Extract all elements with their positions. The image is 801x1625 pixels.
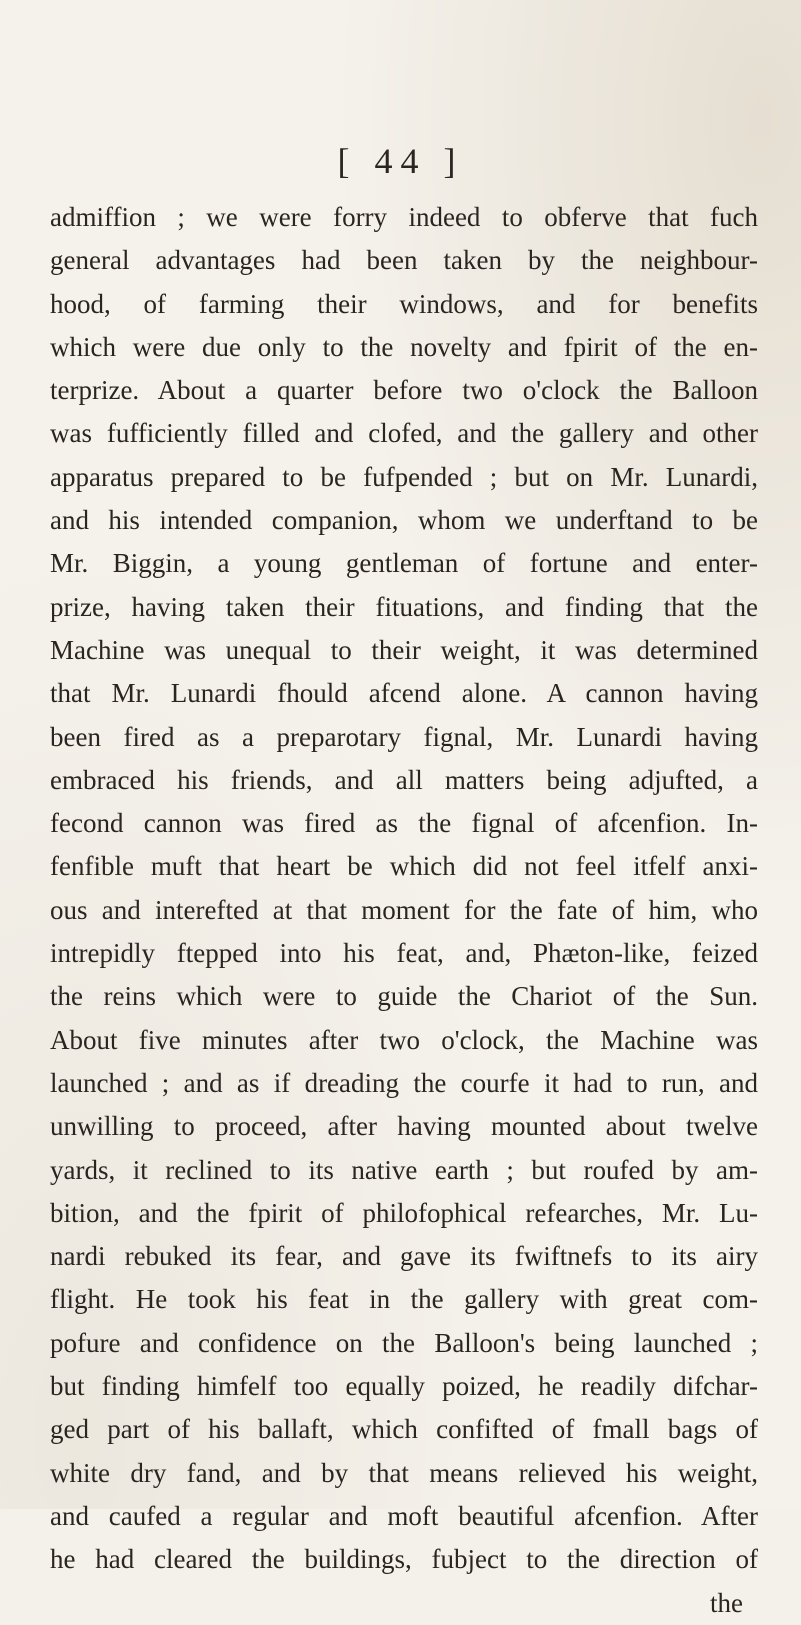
text-line: general advantages had been taken by the neighbour- [50, 245, 758, 276]
body-text [50, 196, 758, 1625]
text-line: the reins which were to guide the Chariot of the Sun. [50, 981, 758, 1012]
text-line: hood, of farming their windows, and for benefits [50, 288, 758, 319]
page-number: [ 44 ] [337, 141, 464, 181]
text-line: intrepidly ftepped into his feat, and, Phæton-like, feized [50, 938, 758, 969]
text-line: Mr. Biggin, a young gentleman of fortune and enter- [50, 548, 758, 579]
text-line: prize, having taken their fituations, and finding that the [50, 591, 758, 622]
text-line: ged part of his ballaft, which confifted of fmall bags of [50, 1414, 758, 1445]
text-line: About five minutes after two o'clock, the Machine was [50, 1024, 758, 1055]
text-line: nardi rebuked its fear, and gave its fwiftnefs to its airy [50, 1241, 758, 1272]
text-line: and his intended companion, whom we underftand to be [50, 505, 758, 536]
catchword: the [710, 1587, 743, 1618]
text-line: white dry fand, and by that means relieved his weight, [50, 1457, 758, 1488]
text-line: was fufficiently filled and clofed, and the gallery and other [50, 418, 758, 449]
text-line: flight. He took his feat in the gallery with great com- [50, 1284, 758, 1315]
text-line: unwilling to proceed, after having mounted about twelve [50, 1111, 758, 1142]
text-line: apparatus prepared to be fufpended ; but on Mr. Lunardi, [50, 461, 758, 492]
text-line: launched ; and as if dreading the courfe it had to run, and [50, 1067, 758, 1098]
text-line: yards, it reclined to its native earth ; but roufed by am- [50, 1154, 758, 1185]
text-line: but finding himfelf too equally poized, he readily difchar- [50, 1371, 758, 1402]
text-line: which were due only to the novelty and fpirit of the en- [50, 331, 758, 362]
text-line: been fired as a preparotary fignal, Mr. Lunardi having [50, 721, 758, 752]
text-line: fecond cannon was fired as the fignal of afcenfion. In- [50, 808, 758, 839]
text-line: fenfible muft that heart be which did not feel itfelf anxi- [50, 851, 758, 882]
text-line: terprize. About a quarter before two o'clock the Balloon [50, 375, 758, 406]
text-line: that Mr. Lunardi fhould afcend alone. A cannon having [50, 678, 758, 709]
text-line: and caufed a regular and moft beautiful afcenfion. After [50, 1500, 758, 1531]
text-line: pofure and confidence on the Balloon's being launched ; [50, 1327, 758, 1358]
text-line: he had cleared the buildings, fubject to the direction of [50, 1544, 758, 1575]
text-line: ous and interefted at that moment for the fate of him, who [50, 894, 758, 925]
text-line: embraced his friends, and all matters being adjufted, a [50, 764, 758, 795]
text-line: Machine was unequal to their weight, it was determined [50, 634, 758, 665]
text-line: admiffion ; we were forry indeed to obferve that fuch [50, 202, 758, 232]
text-line: bition, and the fpirit of philofophical refearches, Mr. Lu- [50, 1197, 758, 1228]
